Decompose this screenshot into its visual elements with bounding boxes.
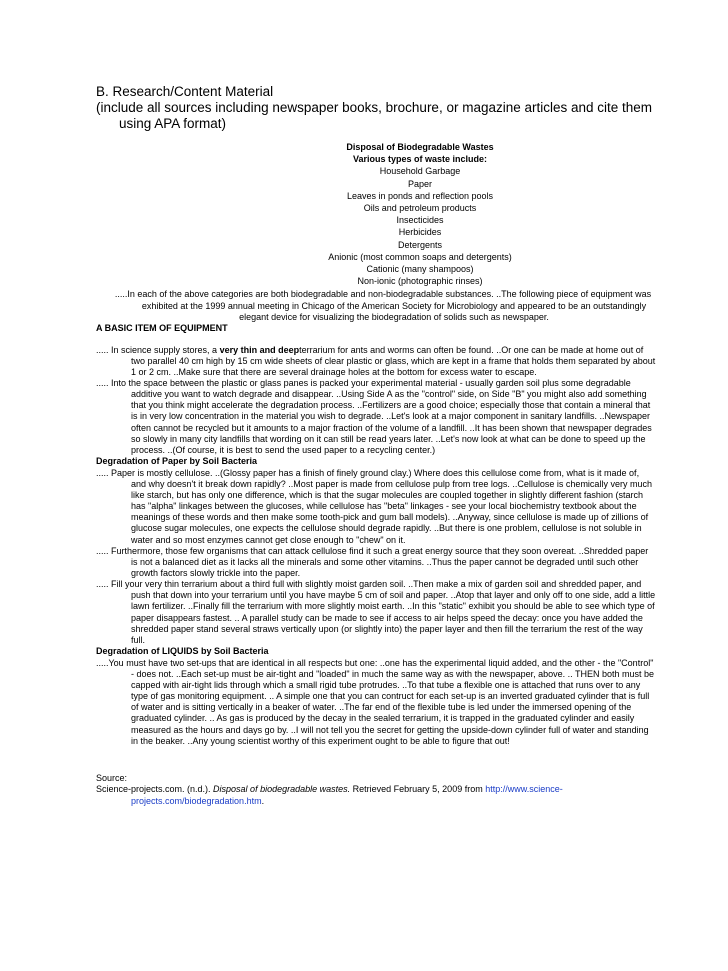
- intro-paragraph: .....In each of the above categories are both biodegradable and non-biodegradable substances. ..The following piece of equipment was exhibited at the 1999 annual meeting in Chicago of the American Society for Microbiology and appeared to be an outstandingly elegant device for visualizing the biodegradation of solids such as newspaper.: [114, 289, 652, 322]
- list-subtitle: Various types of waste include:: [352, 154, 488, 165]
- list-item: Anionic (most common soaps and detergents): [328, 251, 512, 262]
- list-item: Herbicides: [398, 227, 442, 238]
- section-instruction: (include all sources including newspaper books, brochure, or magazine articles and cite them using APA format): [96, 100, 653, 131]
- list-item: Oils and petroleum products: [363, 203, 477, 214]
- source-link[interactable]: http://www.science-projects.com/biodegradation.htm: [131, 784, 563, 806]
- list-item: Household Garbage: [379, 166, 461, 177]
- waste-types-list: [96, 141, 656, 287]
- list-item: Paper: [407, 178, 433, 189]
- list-item: Non-ionic (photographic rinses): [357, 276, 483, 287]
- paper-paragraph-3: ..... Fill your very thin terrarium about a third full with slightly moist garden soil. ..Then make a mix of garden soil and shredded paper, and push that down into your terrarium until you have maybe 5 cm of soil and paper. ..Atop that layer and only off to one side, add a little lawn fertilizer. ..Finally fill the terrarium with more slightly moist earth. ..In this "static" exhibit you should be able to see which type of paper disappears fastest. .. A parallel study can be made to see if access to air helps speed the decay: once you have added the shredded paper stand several straws vertically upon (or slightly into) the paper layer and then fill the terrarium the rest of the way full.: [96, 579, 656, 645]
- source-label: Source:: [96, 772, 128, 783]
- equipment-paragraph-1: ..... In science supply stores, a very thin and deepterrarium for ants and worms can often be found. ..Or one can be made at home out of two parallel 40 cm high by 15 cm wide sheets of clear plastic or glass, which are kept in a frame that holds them separated by about 1 or 2 cm. ..Make sure that there are several drainage holes at the bottom for excess water to escape.: [96, 344, 656, 377]
- paper-paragraph-1: ..... Paper is mostly cellulose. ..(Glossy paper has a finish of finely ground clay.) Where does this cellulose come from, what is it made of, and why doesn't it break down rapidly? ..Most paper is made from cellulose pulp from tree logs. ..Cellulose is chemically very much like starch, but has only one difference, which is that the sugar molecules are coupled together in slightly different fashion (starch has "alpha" linkages between the glucoses, while cellulose has "beta" linkages - see your local biochemistry textbook about the meanings of these words and then make some tooth-pick and gum ball models). ..Anyway, since cellulose is made up of zillions of glucose sugar molecules, one expects the cellulose should degrade rapidly. ..But there is one problem, cellulose is not soluble in water and so most enzymes cannot get close enough to "chew" on it.: [96, 467, 652, 545]
- source-title: Disposal of biodegradable wastes.: [213, 784, 351, 795]
- liquids-paragraph-1: .....You must have two set-ups that are identical in all respects but one: ..one has the experimental liquid added, and the other - the "Control" - does not. ..Each set-up must be air-tight and "loaded" in much the same way as with the newspaper, above. .. THEN both must be capped with air-tight lids through which a small rigid tube protrudes. ..To that tube a flexible one is attached that runs over to any type of gas monitoring equipment. .. A simple one that you can contruct for each set-up is an inverted graduated cylinder that is full of water and is sitting vertically in a beaker of water. ..The far end of the flexible tube is led under the immersed opening of the graduated cylinder. .. As gas is produced by the decay in the sealed terrarium, it is trapped in the graduated cylinder and easily measured as the hours and days go by. ..I will not tell you the secret for getting the upside-down cylinder full of water and standing in the beaker. ..Any young scientist worthy of this experiment ought to be able to figure that out!: [96, 657, 655, 746]
- list-item: Leaves in ponds and reflection pools: [346, 190, 494, 201]
- liquids-heading: Degradation of LIQUIDS by Soil Bacteria: [96, 646, 269, 657]
- paper-paragraph-2: ..... Furthermore, those few organisms that can attack cellulose find it such a great energy source that they soon overeat. ..Shredded paper is not a balanced diet as it lacks all the minerals and some other vitamins. ..Thus the paper cannot be degraded until such other growth factors slowly trickle into the paper.: [96, 545, 649, 579]
- paper-heading: Degradation of Paper by Soil Bacteria: [96, 456, 258, 467]
- list-title: Disposal of Biodegradable Wastes: [346, 142, 494, 152]
- source-citation: Science-projects.com. (n.d.). Disposal of biodegradable wastes. Retrieved February 5, 2009 from http://www.science-projects.com/biodegradation.htm.: [96, 784, 563, 806]
- equipment-paragraph-2: ..... Into the space between the plastic or glass panes is packed your experimental material - usually garden soil plus some degradable additive you want to watch degrade and disappear. ..Using Side A as the "control" side, on Side "B" you might also add something that you think might accelerate the degradation process. ..Fertilizers are a good choice; especially those that contain a mineral that is in very low concentration in the material you wish to degrade. ..Let's look at a major component in sanitary landfills. ..Newspaper often cannot be recycled but it amounts to a major fraction of the volume of a landfill. ..It has been shown that newspaper degrades so slowly in many city landfills that wording on it can still be read years later. ..Let's now look at what can be done to speed up the process. ..(Of course, it is best to send the used paper to a recycling center.): [96, 378, 652, 455]
- equipment-heading: A BASIC ITEM OF EQUIPMENT: [96, 323, 228, 334]
- list-item: Detergents: [397, 239, 443, 250]
- list-item: Cationic (many shampoos): [366, 264, 474, 275]
- document-page: [96, 84, 656, 807]
- section-title: B. Research/Content Material: [96, 84, 274, 99]
- list-item: Insecticides: [396, 215, 444, 226]
